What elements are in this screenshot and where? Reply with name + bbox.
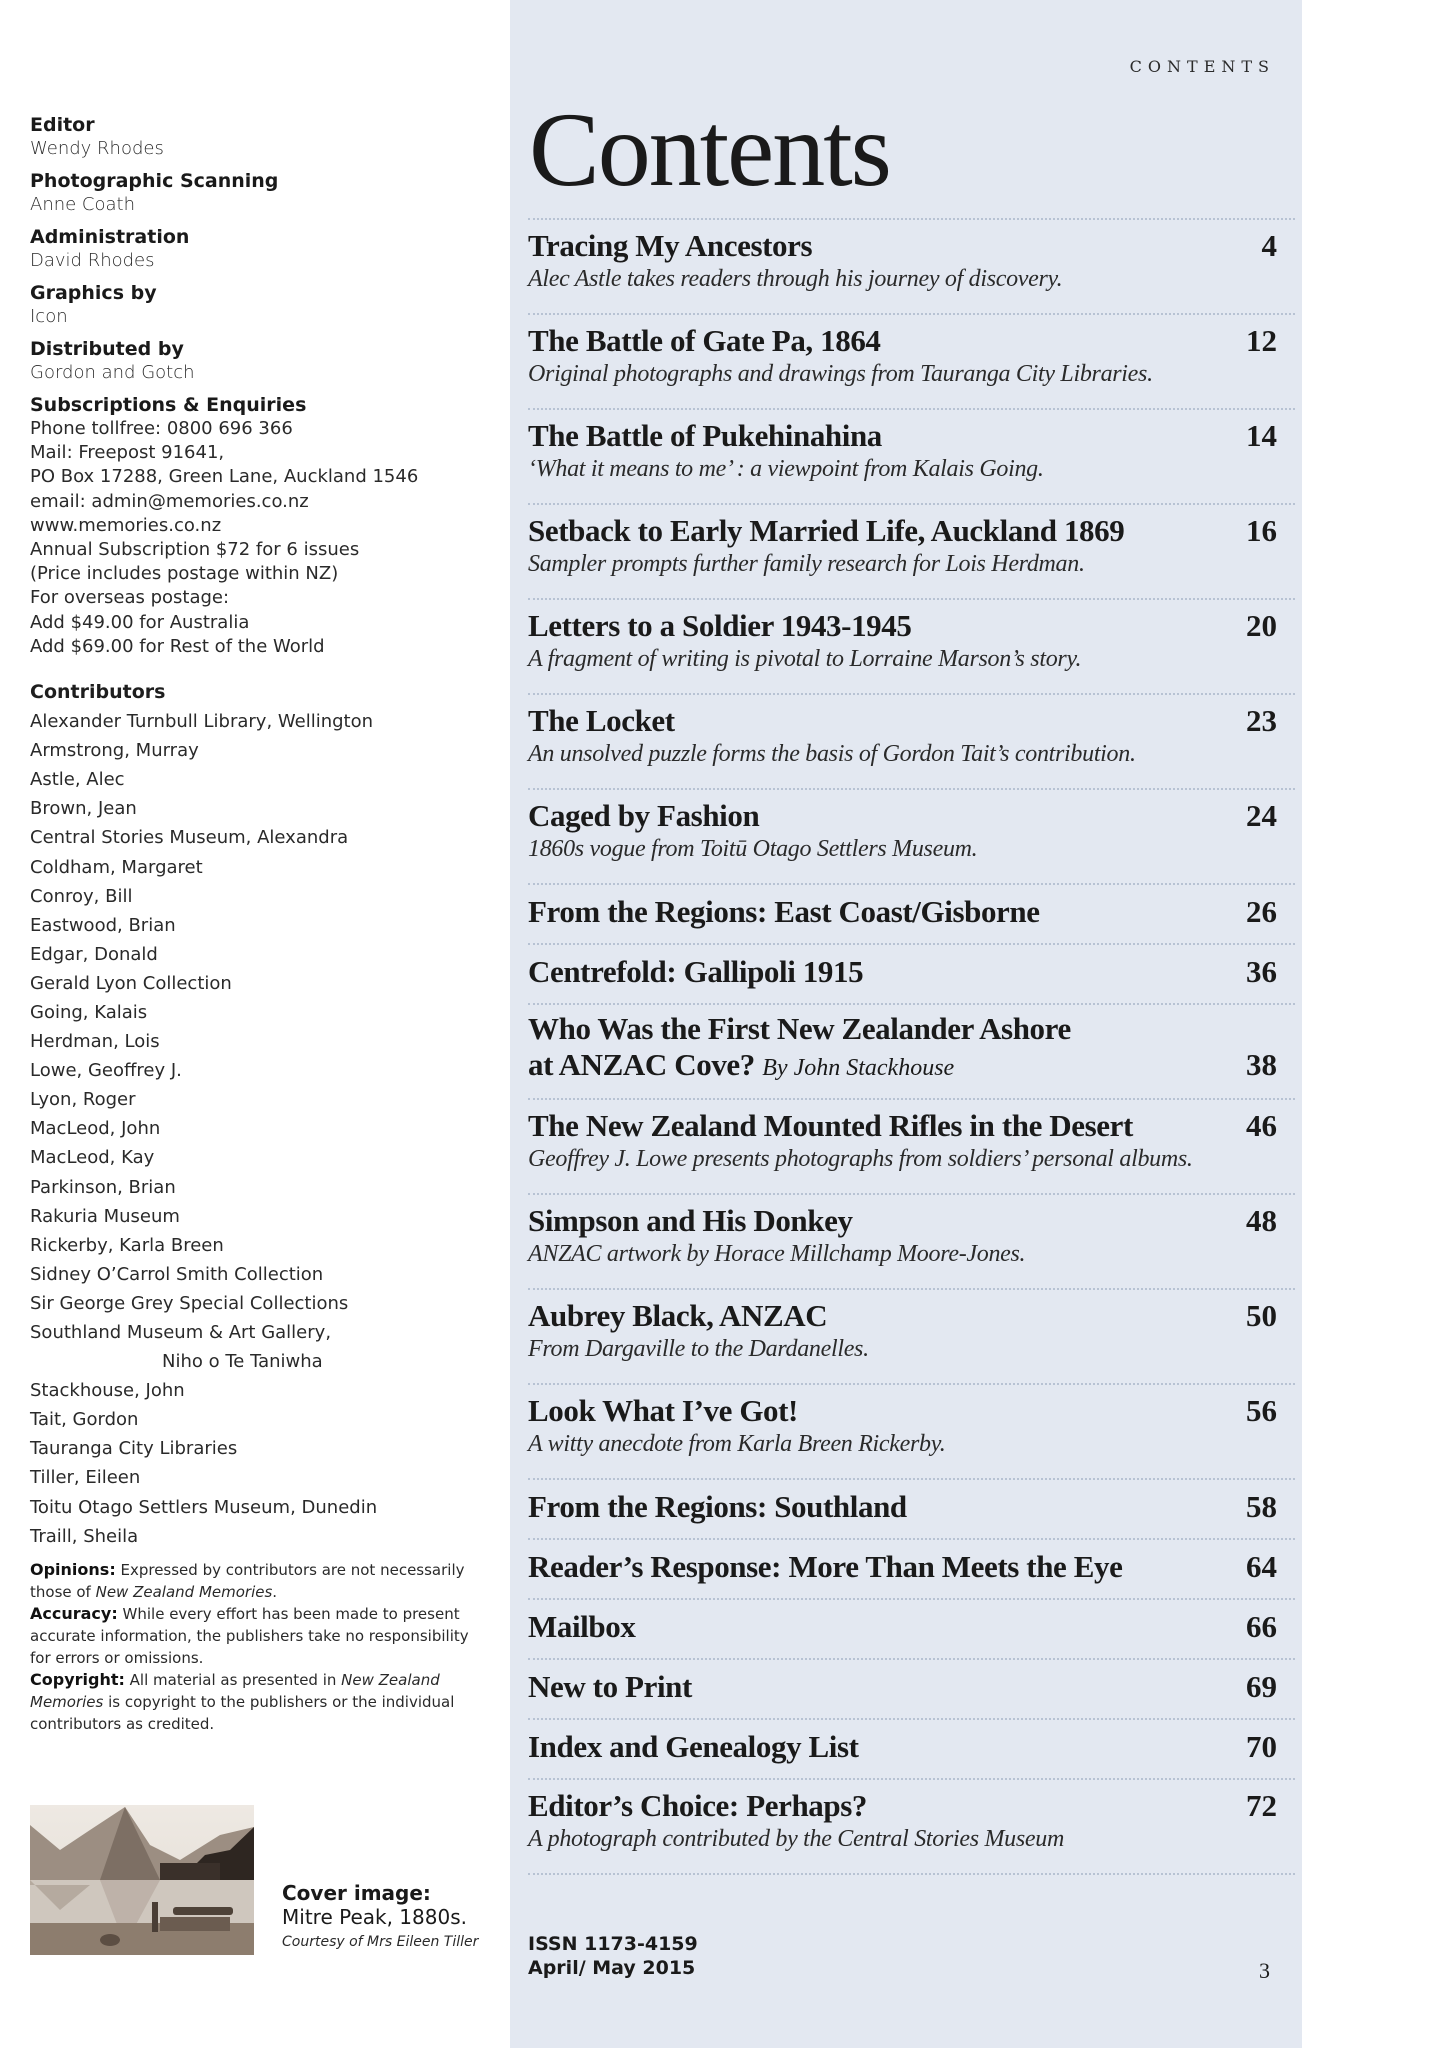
- toc-entry[interactable]: [528, 1478, 1295, 1538]
- issn: ISSN 1173-4159: [528, 1933, 698, 1955]
- toc-entry[interactable]: [528, 943, 1295, 1003]
- entry-title[interactable]: The Locket: [528, 703, 675, 738]
- entry-title[interactable]: Caged by Fashion: [528, 798, 760, 833]
- entry-page: 66: [1246, 1609, 1277, 1644]
- mitre-peak-photo-icon: [30, 1805, 254, 1955]
- entry-title[interactable]: Simpson and His Donkey: [528, 1203, 853, 1238]
- contributor-item: Sidney O’Carrol Smith Collection: [30, 1263, 324, 1285]
- contributor-item: Tiller, Eileen: [30, 1467, 141, 1489]
- toc-entry[interactable]: [528, 693, 1295, 788]
- contributor-item-continued: Niho o Te Taniwha: [162, 1351, 323, 1373]
- contributor-item: MacLeod, John: [30, 1118, 161, 1140]
- entry-subtitle: Sampler prompts further family research for Lois Herdman.: [528, 551, 1085, 577]
- entry-subtitle: An unsolved puzzle forms the basis of Gordon Tait’s contribution.: [528, 741, 1136, 767]
- accuracy-text: While every effort has been made to present accurate information, the publishers take no responsibility for errors or omissions.: [30, 1604, 469, 1667]
- entry-page: 58: [1246, 1489, 1277, 1524]
- contributor-item: Coldham, Margaret: [30, 856, 203, 878]
- credit-label: Photographic Scanning: [30, 170, 279, 192]
- entry-page: 4: [1261, 228, 1277, 263]
- entry-title[interactable]: Index and Genealogy List: [528, 1729, 859, 1764]
- entry-page: 70: [1246, 1729, 1277, 1764]
- entry-subtitle: ‘What it means to me’ : a viewpoint from Kalais Going.: [528, 456, 1044, 482]
- subscriptions-lines: [30, 417, 490, 659]
- contributor-item: Traill, Sheila: [30, 1525, 139, 1547]
- entry-page: 56: [1246, 1393, 1277, 1428]
- issue-date: April/ May 2015: [528, 1957, 696, 1979]
- entry-page: 64: [1246, 1549, 1277, 1584]
- masthead-column: [30, 114, 490, 1735]
- entry-title[interactable]: Setback to Early Married Life, Auckland 1869: [528, 513, 1125, 548]
- toc-entry[interactable]: [528, 218, 1295, 313]
- toc-entry[interactable]: [528, 788, 1295, 883]
- table-of-contents: [528, 218, 1295, 1875]
- contributor-item: Rickerby, Karla Breen: [30, 1234, 224, 1256]
- entry-subtitle: Geoffrey J. Lowe presents photographs from soldiers’ personal albums.: [528, 1146, 1193, 1172]
- copyright-text: All material as presented in: [124, 1670, 342, 1689]
- credit-label: Distributed by: [30, 338, 184, 360]
- entry-subtitle: 1860s vogue from Toitū Otago Settlers Museum.: [528, 836, 978, 862]
- entry-page: 50: [1246, 1298, 1277, 1333]
- entry-byline: By John Stackhouse: [762, 1055, 955, 1081]
- cover-photo: [30, 1805, 254, 1955]
- contributor-item: Brown, Jean: [30, 798, 137, 820]
- accuracy-label: Accuracy:: [30, 1603, 118, 1623]
- contributor-item: Toitu Otago Settlers Museum, Dunedin: [30, 1496, 378, 1518]
- cover-label: Cover image:: [282, 1881, 431, 1905]
- entry-title[interactable]: New to Print: [528, 1669, 692, 1704]
- entry-title-continued[interactable]: [528, 1047, 954, 1086]
- contributor-item: Southland Museum & Art Gallery,: [30, 1322, 332, 1343]
- contributor-item: Going, Kalais: [30, 1001, 148, 1023]
- cover-caption: [282, 1881, 478, 1954]
- entry-title[interactable]: From the Regions: Southland: [528, 1489, 907, 1524]
- opinions-label: Opinions:: [30, 1559, 116, 1579]
- contributor-item: Lyon, Roger: [30, 1089, 136, 1111]
- contributor-item: Tauranga City Libraries: [30, 1438, 238, 1460]
- opinions-text: Expressed by contributors are not necessarily those of: [30, 1560, 465, 1601]
- contents-panel: [510, 0, 1302, 2048]
- credit-value: Wendy Rhodes: [30, 138, 164, 159]
- mail-line: Mail: Freepost 91641,: [30, 442, 225, 464]
- entry-subtitle: Alec Astle takes readers through his journey of discovery.: [528, 266, 1063, 292]
- entry-title[interactable]: Who Was the First New Zealander Ashore: [528, 1011, 1071, 1046]
- toc-entry[interactable]: [528, 1288, 1295, 1383]
- entry-page: 20: [1246, 608, 1277, 643]
- entry-title[interactable]: The Battle of Gate Pa, 1864: [528, 323, 881, 358]
- page-number: 3: [1259, 1958, 1270, 1983]
- entry-title[interactable]: Mailbox: [528, 1609, 636, 1644]
- contributor-item: Alexander Turnbull Library, Wellington: [30, 711, 374, 733]
- toc-entry[interactable]: [528, 1658, 1295, 1718]
- entry-title[interactable]: Letters to a Soldier 1943-1945: [528, 608, 912, 643]
- entry-page: 48: [1246, 1203, 1277, 1238]
- entry-title[interactable]: Reader’s Response: More Than Meets the Eye: [528, 1549, 1123, 1584]
- contributor-item: Stackhouse, John: [30, 1380, 185, 1402]
- toc-entry[interactable]: [528, 503, 1295, 598]
- contributors-list: [30, 707, 490, 1551]
- toc-entry[interactable]: [528, 1098, 1295, 1193]
- entry-page: 72: [1246, 1788, 1277, 1823]
- divider: [528, 1873, 1295, 1875]
- contributor-item: Sir George Grey Special Collections: [30, 1292, 349, 1314]
- contributor-item: MacLeod, Kay: [30, 1147, 155, 1169]
- price-note-line: (Price includes postage within NZ): [30, 563, 339, 585]
- contributor-item: Parkinson, Brian: [30, 1176, 176, 1198]
- credit-label: Administration: [30, 226, 190, 248]
- entry-page: 46: [1246, 1108, 1277, 1143]
- credit-editor: [30, 114, 490, 161]
- entry-title[interactable]: The Battle of Pukehinahina: [528, 418, 882, 453]
- contributor-item: Edgar, Donald: [30, 943, 158, 965]
- legal-notice: [30, 1559, 475, 1735]
- contributor-item: Astle, Alec: [30, 769, 125, 791]
- toc-entry[interactable]: [528, 1538, 1295, 1598]
- entry-page: 12: [1246, 323, 1277, 358]
- credit-distributed-by: [30, 338, 490, 385]
- credit-value: David Rhodes: [30, 250, 155, 271]
- contributor-item: Armstrong, Murray: [30, 740, 199, 762]
- contributor-item: Eastwood, Brian: [30, 914, 176, 936]
- contributor-item: Central Stories Museum, Alexandra: [30, 827, 349, 849]
- entry-page: 16: [1246, 513, 1277, 548]
- entry-page: 23: [1246, 703, 1277, 738]
- contributor-item: Conroy, Bill: [30, 885, 133, 907]
- entry-title[interactable]: Editor’s Choice: Perhaps?: [528, 1788, 867, 1823]
- entry-page: 38: [1246, 1047, 1277, 1082]
- contributor-item: Rakuria Museum: [30, 1205, 180, 1227]
- contributor-item: Lowe, Geoffrey J.: [30, 1060, 182, 1082]
- entry-page: 36: [1246, 954, 1277, 989]
- page-title: Contents: [529, 91, 890, 208]
- world-postage-line: Add $69.00 for Rest of the World: [30, 635, 325, 657]
- email-line[interactable]: email: admin@memories.co.nz: [30, 490, 309, 512]
- entry-title[interactable]: Look What I’ve Got!: [528, 1393, 798, 1428]
- australia-postage-line: Add $49.00 for Australia: [30, 611, 250, 633]
- phone-line: Phone tollfree: 0800 696 366: [30, 418, 293, 439]
- section-kicker: CONTENTS: [1129, 57, 1275, 76]
- entry-page: 14: [1246, 418, 1277, 453]
- entry-page: 24: [1246, 798, 1277, 833]
- cover-title: Mitre Peak, 1880s.: [282, 1905, 467, 1929]
- credit-photographic-scanning: [30, 170, 490, 217]
- credit-administration: [30, 226, 490, 273]
- toc-entry[interactable]: [528, 1383, 1295, 1478]
- contributor-item: Gerald Lyon Collection: [30, 972, 232, 994]
- credit-value: Icon: [30, 306, 68, 327]
- toc-entry[interactable]: [528, 598, 1295, 693]
- entry-title[interactable]: The New Zealand Mounted Rifles in the Desert: [528, 1108, 1133, 1143]
- entry-title-line2: at ANZAC Cove?: [528, 1047, 755, 1082]
- entry-subtitle: A fragment of writing is pivotal to Lorraine Marson’s story.: [528, 646, 1082, 672]
- credit-value: Gordon and Gotch: [30, 362, 195, 383]
- entry-page: 69: [1246, 1669, 1277, 1704]
- toc-entry[interactable]: [528, 1778, 1295, 1873]
- toc-entry[interactable]: [528, 1718, 1295, 1778]
- subscriptions-block: [30, 394, 490, 659]
- entry-page: 26: [1246, 894, 1277, 929]
- credit-value: Anne Coath: [30, 194, 136, 215]
- toc-entry[interactable]: [528, 1003, 1295, 1098]
- credit-label: Graphics by: [30, 282, 157, 304]
- entry-subtitle: Original photographs and drawings from Tauranga City Libraries.: [528, 361, 1153, 387]
- toc-entry[interactable]: [528, 313, 1295, 408]
- publication-name: New Zealand Memories: [30, 1670, 440, 1711]
- copyright-label: Copyright:: [30, 1669, 125, 1689]
- entry-subtitle: A photograph contributed by the Central Stories Museum: [528, 1826, 1064, 1852]
- entry-title[interactable]: From the Regions: East Coast/Gisborne: [528, 894, 1040, 929]
- toc-entry[interactable]: [528, 1193, 1295, 1288]
- toc-entry[interactable]: [528, 883, 1295, 943]
- copyright-text: is copyright to the publishers or the individual contributors as credited.: [30, 1692, 455, 1733]
- entry-title[interactable]: Tracing My Ancestors: [528, 228, 813, 263]
- website-link[interactable]: www.memories.co.nz: [30, 514, 222, 536]
- contributors-heading: Contributors: [30, 681, 166, 704]
- contributor-item: Tait, Gordon: [30, 1409, 139, 1431]
- entry-subtitle: From Dargaville to the Dardanelles.: [528, 1336, 869, 1362]
- toc-entry[interactable]: [528, 1598, 1295, 1658]
- cover-credit: Courtesy of Mrs Eileen Tiller: [282, 1934, 479, 1950]
- toc-entry[interactable]: [528, 408, 1295, 503]
- overseas-postage-line: For overseas postage:: [30, 587, 230, 609]
- issue-info: [528, 1932, 1295, 1980]
- credit-graphics: [30, 282, 490, 329]
- opinions-period: .: [272, 1582, 278, 1601]
- subscription-price-line: Annual Subscription $72 for 6 issues: [30, 539, 360, 561]
- entry-subtitle: A witty anecdote from Karla Breen Rickerby.: [528, 1431, 946, 1457]
- entry-title[interactable]: Aubrey Black, ANZAC: [528, 1298, 828, 1333]
- contributor-item: Herdman, Lois: [30, 1031, 160, 1053]
- address-line: PO Box 17288, Green Lane, Auckland 1546: [30, 466, 419, 488]
- entry-subtitle: ANZAC artwork by Horace Millchamp Moore-Jones.: [528, 1241, 1026, 1267]
- entry-title[interactable]: Centrefold: Gallipoli 1915: [528, 954, 864, 989]
- subscriptions-heading: Subscriptions & Enquiries: [30, 394, 307, 416]
- cover-image-block: [30, 1805, 500, 1955]
- publication-name: New Zealand Memories: [95, 1582, 273, 1601]
- credit-label: Editor: [30, 114, 95, 136]
